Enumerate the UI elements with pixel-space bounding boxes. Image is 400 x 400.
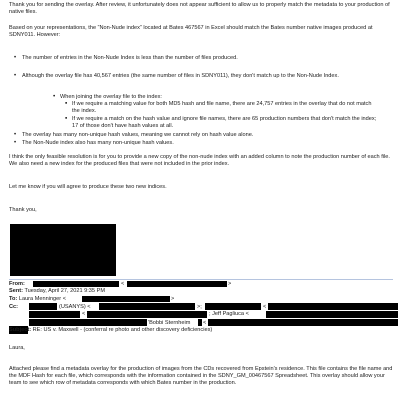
quoted-paragraph: Attached please find a metadata overlay for the production of images from the CDs recovered from Epstein's residence. This file contains the file name and the MDF Hash for each file, which corresponds with the information contained in the SDNY_GM_00467567 Spreadsheet. This overlay should allow your team to see which row of metadata corresponds with which Bates number in the production. (9, 366, 393, 387)
list-item-text: If we require a matching value for both MD5 hash and file name, there are 24,757 entries in the overlay that do not match the index. (72, 101, 372, 115)
list-item-text: The Non-Nude index also has many non-unique hash values. (22, 140, 174, 146)
angle-bracket: < (82, 311, 86, 317)
redaction-block (205, 303, 261, 310)
list-item (65, 115, 377, 130)
square-bullet-icon: ▪ (65, 100, 68, 107)
redaction-block (10, 224, 116, 276)
angle-bracket: >; (197, 304, 202, 310)
redaction-block (198, 319, 202, 326)
intro-paragraph: Thank you for sending the overlay. After review, it unfortunately does not appear sufficient to allow us to properly match the metadata to your production of native files. (9, 2, 390, 16)
cc-bobbi: 'Bobbi Sternheim (148, 320, 191, 326)
list-item-text: The number of entries in the Non-Nude Index is less than the number of files produced. (22, 55, 238, 61)
angle-bracket: < (263, 304, 267, 310)
list-item-text: If we require a match on the hash value and ignore file names, there are 65 production numbers that don't match the index; 17 of those don't have hash values at all. (72, 116, 377, 130)
to-value: Laura Menninger (18, 296, 62, 302)
quoted-greeting: Laura, (9, 345, 25, 351)
angle-bracket: < (62, 296, 66, 302)
sent-line (9, 288, 105, 295)
cc-label: Cc: (9, 304, 19, 310)
redaction-block (33, 281, 119, 287)
signoff: Thank you, (9, 207, 37, 213)
angle-bracket: < (121, 281, 125, 287)
angle-bracket: > (228, 281, 232, 287)
conclusion-paragraph: I think the only feasible resolution is for you to provide a new copy of the non-nude index with an added column to note the production number of each file. We also need a new index for the produced files that were not included in the prior index. (9, 154, 390, 168)
square-bullet-icon: ▪ (65, 115, 68, 122)
closing-question: Let me know if you will agree to produce these two new indices. (9, 184, 167, 190)
bullet-icon: • (53, 93, 56, 100)
header-divider (9, 279, 393, 280)
bullet-icon: • (14, 55, 17, 61)
list-item (14, 55, 382, 62)
cc-usanys: (USANYS) < (59, 304, 91, 310)
redaction-block (266, 311, 398, 318)
bullet-icon: • (14, 140, 17, 146)
list-item (65, 100, 377, 115)
bullet-icon: • (14, 73, 17, 79)
list-item (14, 140, 382, 147)
redaction-block (127, 281, 227, 287)
subject-label: Subject: (9, 327, 32, 333)
list-item-text: The overlay has many non-unique hash values, meaning we cannot rely on hash value alone. (22, 132, 254, 138)
list-item-text: Although the overlay file has 40,567 entries (the same number of files in SDNY011), they don't match up to the Non-Nude Index. (22, 73, 339, 79)
redaction-block (99, 303, 195, 310)
redaction-block (29, 311, 80, 318)
redaction-block (82, 296, 170, 302)
sent-value: Tuesday, April 27, 2021 9:35 PM (24, 288, 105, 294)
angle-bracket: > (171, 296, 175, 302)
list-item-text: When joining the overlay file to the index: (60, 94, 162, 100)
sent-label: Sent: (9, 288, 23, 294)
from-label: From: (9, 281, 25, 287)
to-label: To: (9, 296, 18, 302)
angle-bracket: < (203, 320, 207, 326)
cc-jeff: ; Jeff Pagliuca < (209, 311, 249, 317)
bullet-icon: • (14, 132, 17, 138)
subject-line (9, 327, 212, 334)
list-item (14, 73, 352, 80)
redaction-block (29, 319, 147, 326)
redaction-block (208, 319, 398, 326)
cc-line (9, 304, 18, 311)
subject-value: RE: US v. Maxwell - (conferral re photo and other discovery deficiencies) (32, 327, 213, 333)
redaction-block (29, 303, 57, 310)
representation-paragraph: Based on your representations, the “Non-Nude index” located at Bates 467567 in Excel should match the Bates number native images produced at SDNY011. However: (9, 25, 373, 39)
redaction-block (268, 303, 398, 310)
redaction-block (87, 311, 207, 318)
list-item (14, 132, 382, 139)
